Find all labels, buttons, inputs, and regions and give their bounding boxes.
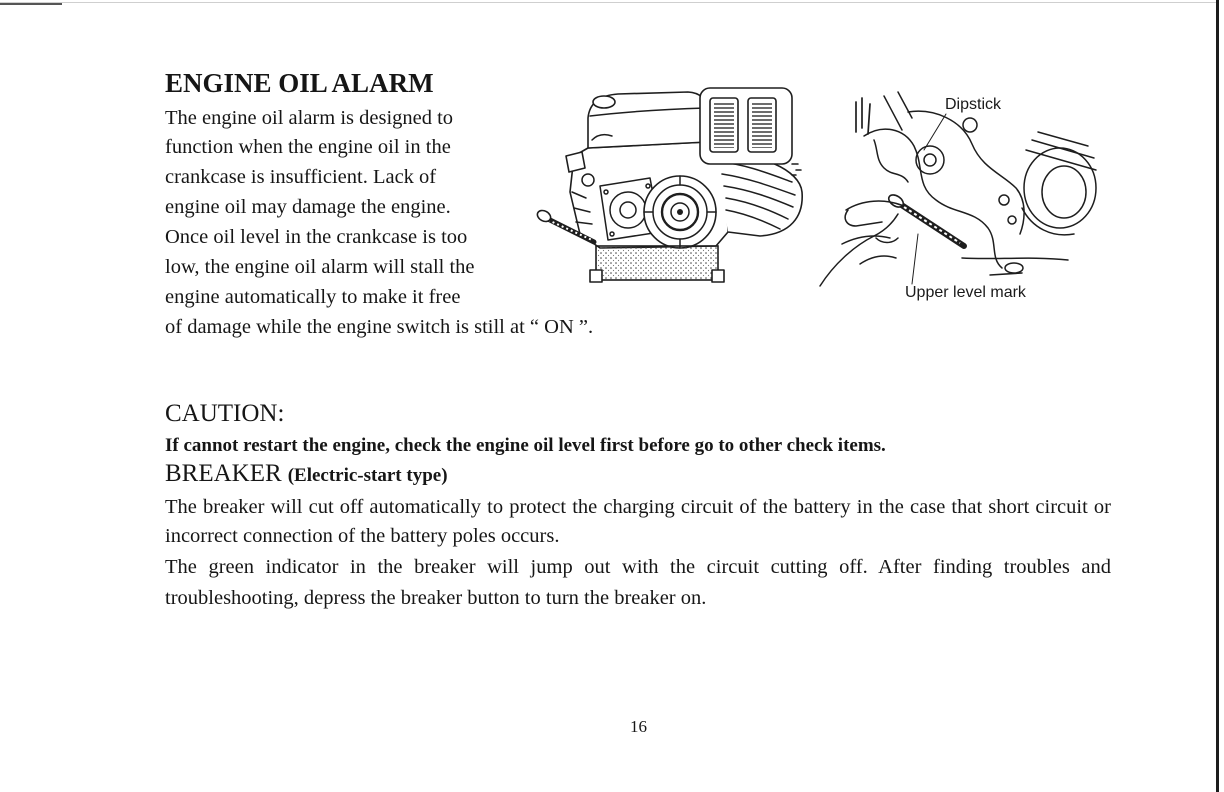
- oil-alarm-text-line: Once oil level in the crankcase is too: [165, 226, 468, 248]
- top-edge-line: [0, 2, 1216, 3]
- oil-alarm-text-line: of damage while the engine switch is still at “ ON ”.: [165, 316, 594, 338]
- dipstick-leader-line: [924, 114, 946, 150]
- breaker-subtitle: (Electric-start type): [287, 465, 448, 486]
- breaker-text-line: incorrect connection of the battery poles occurs.: [165, 525, 560, 547]
- caution-text: If cannot restart the engine, check the engine oil level first before go to other check items.: [165, 435, 886, 456]
- top-left-mark: [0, 3, 62, 5]
- oil-filler-cap-icon: [963, 118, 977, 132]
- breaker-text-line: The breaker will cut off automatically to protect the charging circuit of the battery in the case that short circuit or: [165, 496, 1111, 518]
- upper-level-mark-label: Upper level mark: [905, 284, 1026, 301]
- page-number: 16: [630, 717, 647, 736]
- upper-level-leader-line: [912, 234, 918, 284]
- engine-illustration: [530, 82, 815, 292]
- oil-alarm-text-line: function when the engine oil in the: [165, 136, 451, 158]
- caution-heading: CAUTION:: [165, 400, 285, 427]
- fuel-tank: [588, 92, 707, 148]
- breaker-heading: [165, 459, 448, 489]
- hand: [820, 201, 904, 286]
- dipstick-label: Dipstick: [945, 96, 1002, 113]
- recoil-starter: [644, 176, 716, 248]
- oil-alarm-text-line: crankcase is insufficient. Lack of: [165, 166, 437, 188]
- engine-casing: [856, 92, 1096, 275]
- breaker-text-line: troubleshooting, depress the breaker button to turn the breaker on.: [165, 587, 707, 609]
- engine-oil-alarm-heading: ENGINE OIL ALARM: [165, 68, 434, 98]
- breaker-text-line: The green indicator in the breaker will jump out with the circuit cutting off. After finding troubles and: [165, 556, 1111, 578]
- oil-alarm-text-line: engine automatically to make it free: [165, 286, 461, 308]
- oil-alarm-text-line: engine oil may damage the engine.: [165, 196, 451, 218]
- right-edge-border: [1216, 0, 1219, 792]
- oil-alarm-text-line: low, the engine oil alarm will stall the: [165, 256, 475, 278]
- breaker-title: BREAKER: [165, 460, 282, 487]
- dipstick-illustration: [812, 88, 1102, 288]
- oil-alarm-text-line: The engine oil alarm is designed to: [165, 107, 454, 129]
- engine-base: [590, 246, 724, 282]
- air-cleaner: [700, 88, 792, 164]
